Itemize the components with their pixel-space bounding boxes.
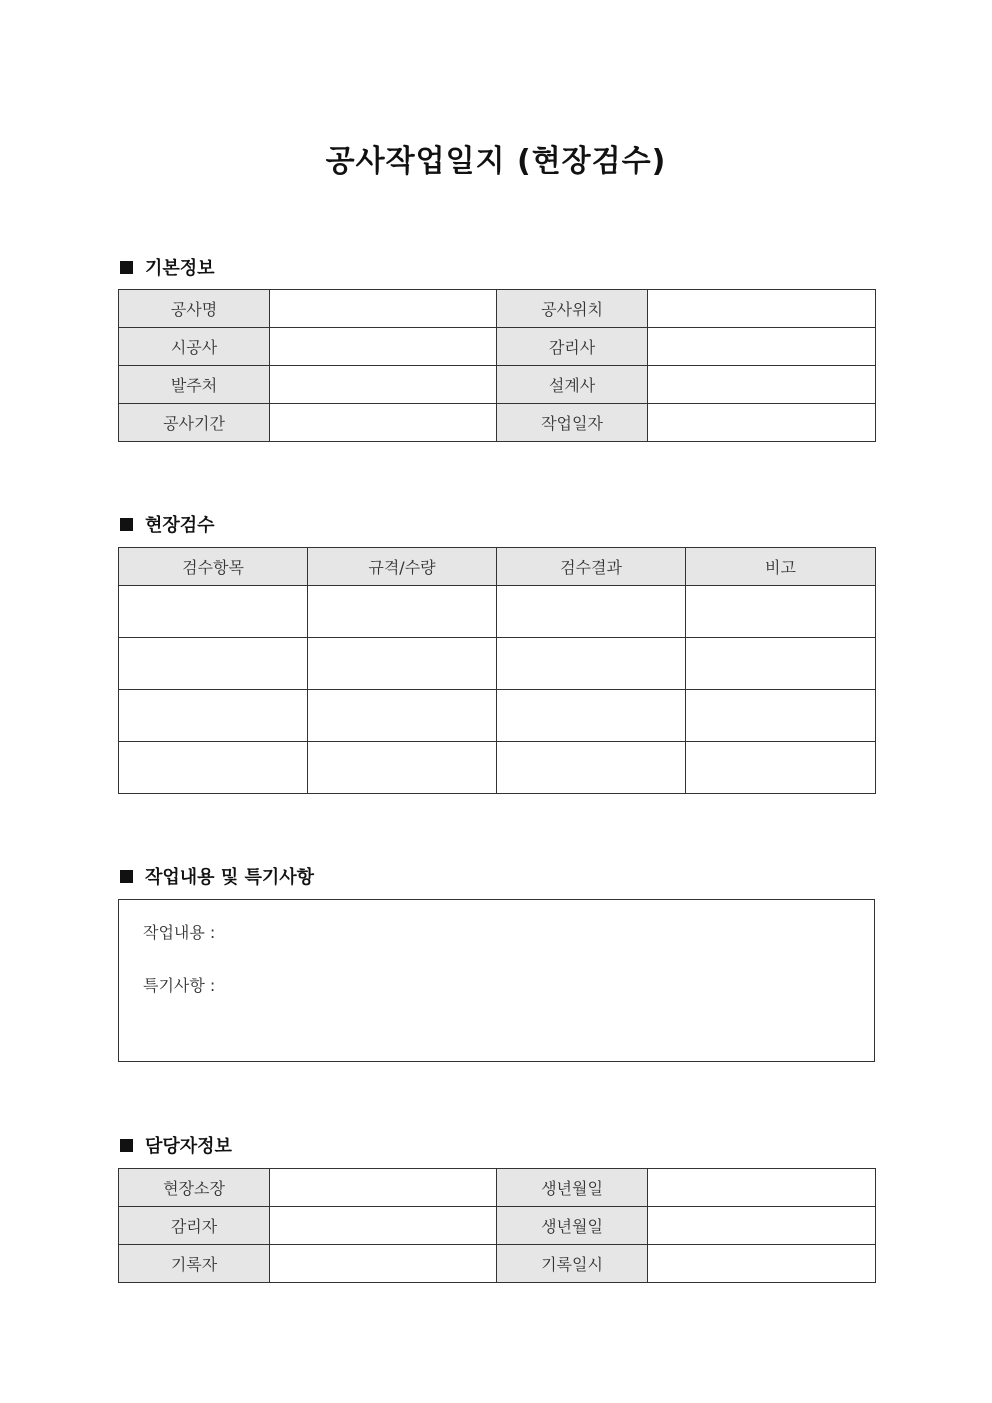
square-bullet-icon xyxy=(120,1139,133,1152)
cell-spec-quantity[interactable] xyxy=(308,586,497,638)
table-header-row xyxy=(119,548,876,586)
label-site-manager: 현장소장 xyxy=(119,1169,270,1207)
cell-remarks[interactable] xyxy=(686,638,876,690)
section-heading-basic-info xyxy=(120,254,215,280)
cell-inspection-item[interactable] xyxy=(119,586,308,638)
table-row xyxy=(119,1169,876,1207)
table-row xyxy=(119,404,876,442)
label-contractor: 시공사 xyxy=(119,328,270,366)
document-title: 공사작업일지 (현장검수) xyxy=(325,144,667,179)
table-row xyxy=(119,1207,876,1245)
label-construction-location: 공사위치 xyxy=(497,290,648,328)
cell-remarks[interactable] xyxy=(686,586,876,638)
field-birth-date[interactable] xyxy=(648,1169,876,1207)
table-row xyxy=(119,328,876,366)
label-record-datetime: 기록일시 xyxy=(497,1245,648,1283)
label-client: 발주처 xyxy=(119,366,270,404)
section-title: 기본정보 xyxy=(145,258,215,279)
field-birth-date[interactable] xyxy=(648,1207,876,1245)
table-row xyxy=(119,638,876,690)
field-construction-name[interactable] xyxy=(270,290,497,328)
label-designer: 설계사 xyxy=(497,366,648,404)
label-birth-date: 생년월일 xyxy=(497,1169,648,1207)
cell-inspection-result[interactable] xyxy=(497,638,686,690)
square-bullet-icon xyxy=(120,518,133,531)
cell-inspection-result[interactable] xyxy=(497,742,686,794)
field-client[interactable] xyxy=(270,366,497,404)
label-work-date: 작업일자 xyxy=(497,404,648,442)
work-content-label: 작업내용 : xyxy=(143,923,216,942)
header-remarks: 비고 xyxy=(686,548,876,586)
table-row xyxy=(119,366,876,404)
section-heading-notes xyxy=(120,863,314,889)
field-supervisor-company[interactable] xyxy=(648,328,876,366)
field-designer[interactable] xyxy=(648,366,876,404)
label-supervisor: 감리자 xyxy=(119,1207,270,1245)
cell-remarks[interactable] xyxy=(686,690,876,742)
cell-inspection-item[interactable] xyxy=(119,638,308,690)
label-construction-period: 공사기간 xyxy=(119,404,270,442)
field-recorder[interactable] xyxy=(270,1245,497,1283)
table-row xyxy=(119,586,876,638)
cell-inspection-item[interactable] xyxy=(119,690,308,742)
cell-spec-quantity[interactable] xyxy=(308,742,497,794)
square-bullet-icon xyxy=(120,870,133,883)
field-record-datetime[interactable] xyxy=(648,1245,876,1283)
section-heading-manager-info xyxy=(120,1132,232,1158)
table-row xyxy=(119,290,876,328)
label-supervisor-company: 감리사 xyxy=(497,328,648,366)
field-work-date[interactable] xyxy=(648,404,876,442)
cell-remarks[interactable] xyxy=(686,742,876,794)
header-inspection-result: 검수결과 xyxy=(497,548,686,586)
table-row xyxy=(119,1245,876,1283)
cell-spec-quantity[interactable] xyxy=(308,638,497,690)
label-recorder: 기록자 xyxy=(119,1245,270,1283)
cell-inspection-result[interactable] xyxy=(497,586,686,638)
header-spec-quantity: 규격/수량 xyxy=(308,548,497,586)
inspection-table xyxy=(118,547,876,794)
table-row xyxy=(119,742,876,794)
field-supervisor[interactable] xyxy=(270,1207,497,1245)
field-construction-location[interactable] xyxy=(648,290,876,328)
field-contractor[interactable] xyxy=(270,328,497,366)
field-construction-period[interactable] xyxy=(270,404,497,442)
section-title: 작업내용 및 특기사항 xyxy=(145,867,315,888)
cell-inspection-item[interactable] xyxy=(119,742,308,794)
cell-spec-quantity[interactable] xyxy=(308,690,497,742)
basic-info-table xyxy=(118,289,876,442)
special-notes-label: 특기사항 : xyxy=(143,976,216,995)
label-birth-date: 생년월일 xyxy=(497,1207,648,1245)
section-title: 담당자정보 xyxy=(145,1136,232,1157)
cell-inspection-result[interactable] xyxy=(497,690,686,742)
square-bullet-icon xyxy=(120,261,133,274)
header-inspection-item: 검수항목 xyxy=(119,548,308,586)
table-row xyxy=(119,690,876,742)
section-heading-inspection xyxy=(120,511,215,537)
manager-info-table xyxy=(118,1168,876,1283)
section-title: 현장검수 xyxy=(145,515,215,536)
notes-box[interactable] xyxy=(118,899,875,1062)
field-site-manager[interactable] xyxy=(270,1169,497,1207)
label-construction-name: 공사명 xyxy=(119,290,270,328)
